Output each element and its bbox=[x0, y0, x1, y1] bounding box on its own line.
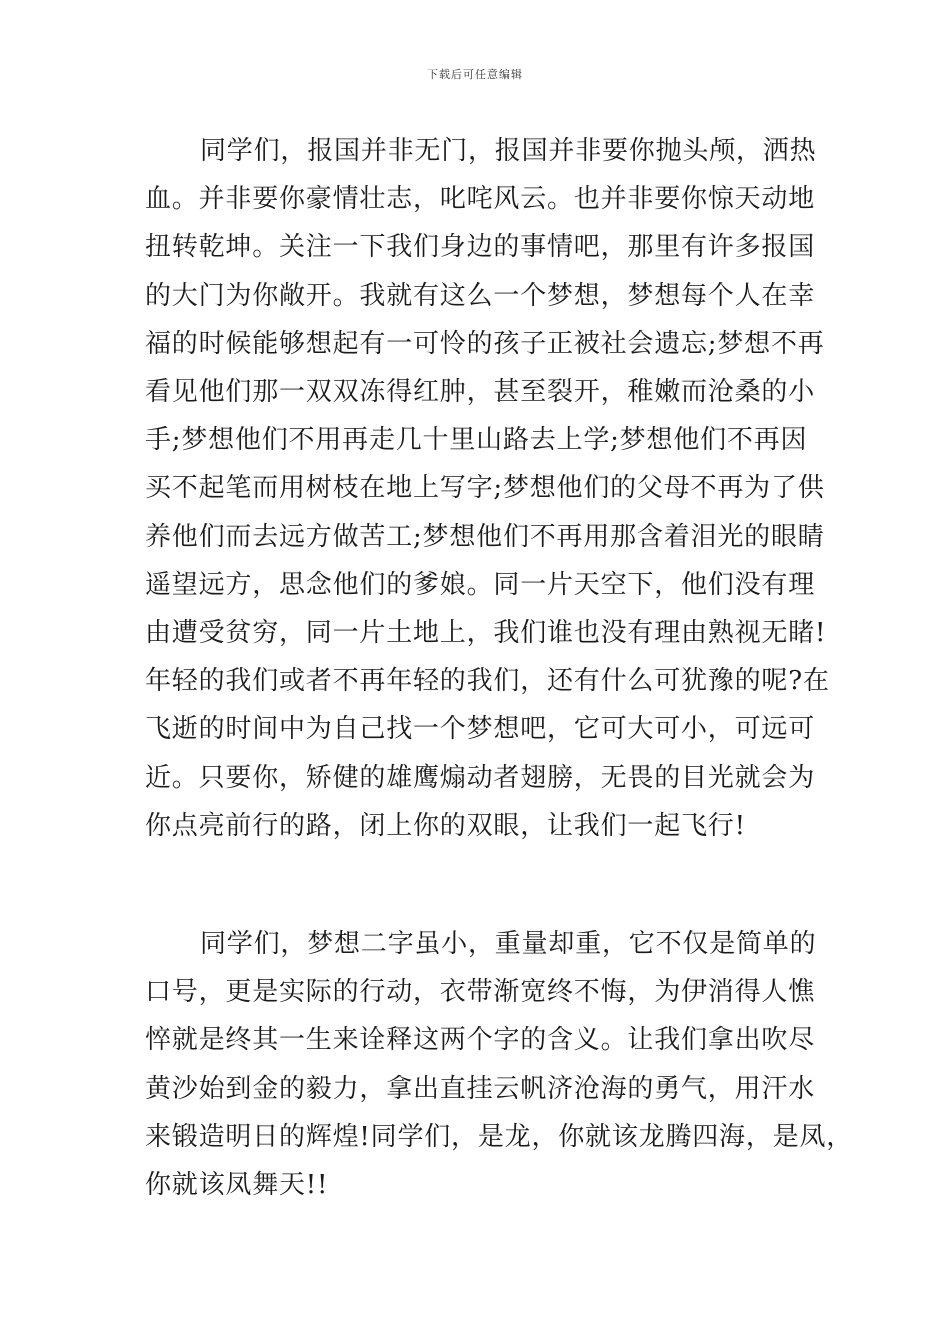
paragraph-1 bbox=[145, 127, 830, 850]
text-line: 近。只要你，矫健的雄鹰煽动者翅膀，无畏的目光就会为 bbox=[145, 762, 816, 793]
text-line: 悴就是终其一生来诠释这两个字的含义。让我们拿出吹尽 bbox=[145, 1025, 816, 1056]
text-line: 的大门为你敞开。我就有这么一个梦想，梦想每个人在幸 bbox=[145, 280, 816, 311]
text-line: 买不起笔而用树枝在地上写字;梦想他们的父母不再为了供 bbox=[145, 473, 825, 504]
text-line: 来锻造明日的辉煌!同学们，是龙，你就该龙腾四海，是凤， bbox=[145, 1121, 854, 1152]
text-line: 福的时候能够想起有一可怜的孩子正被社会遗忘;梦想不再 bbox=[145, 328, 825, 359]
text-line: 黄沙始到金的毅力，拿出直挂云帆济沧海的勇气，用汗水 bbox=[145, 1073, 816, 1104]
text-line: 扭转乾坤。关注一下我们身边的事情吧，那里有许多报国 bbox=[145, 232, 816, 263]
paragraph-2 bbox=[145, 920, 854, 1209]
text-line: 由遭受贫穷，同一片土地上，我们谁也没有理由熟视无睹! bbox=[145, 618, 827, 649]
text-line: 看见他们那一双双冻得红肿，甚至裂开，稚嫩而沧桑的小 bbox=[145, 377, 816, 408]
text-line: 血。并非要你豪情壮志，叱咤风云。也并非要你惊天动地 bbox=[145, 184, 816, 215]
paragraph-text bbox=[145, 127, 830, 850]
text-line: 口号，更是实际的行动，衣带渐宽终不悔，为伊消得人憔 bbox=[145, 977, 816, 1008]
text-line: 同学们，梦想二字虽小，重量却重，它不仅是简单的 bbox=[200, 929, 817, 959]
paragraph-text bbox=[145, 920, 854, 1209]
text-line: 同学们，报国并非无门，报国并非要你抛头颅，洒热 bbox=[200, 136, 817, 166]
text-line: 飞逝的时间中为自己找一个梦想吧，它可大可小，可远可 bbox=[145, 714, 816, 745]
text-line: 你就该凤舞天!! bbox=[145, 1170, 329, 1201]
text-line: 年轻的我们或者不再年轻的我们，还有什么可犹豫的呢?在 bbox=[145, 666, 830, 697]
page-header: 下载后可任意编辑 bbox=[427, 68, 523, 81]
text-line: 遥望远方，思念他们的爹娘。同一片天空下，他们没有理 bbox=[145, 569, 816, 600]
text-line: 手;梦想他们不用再走几十里山路去上学;梦想他们不再因 bbox=[145, 425, 808, 456]
text-line: 你点亮前行的路，闭上你的双眼，让我们一起飞行! bbox=[145, 810, 746, 841]
text-line: 养他们而去远方做苦工;梦想他们不再用那含着泪光的眼睛 bbox=[145, 521, 825, 552]
